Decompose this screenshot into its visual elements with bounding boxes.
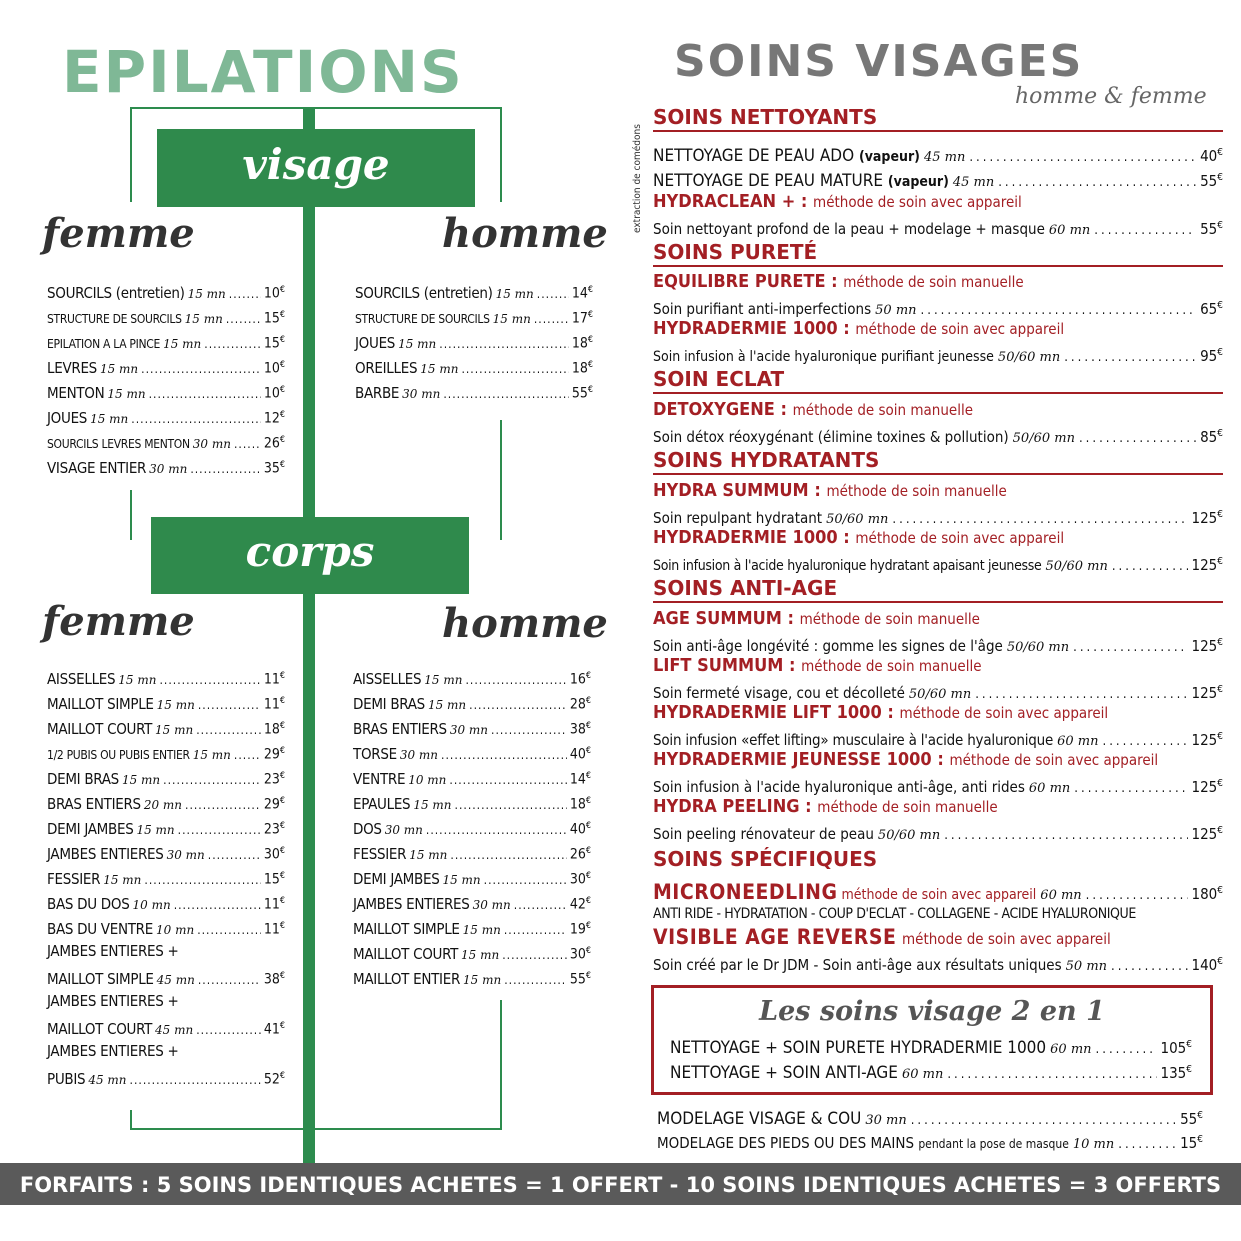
treatment-name: HYDRA PEELING : méthode de soin manuelle	[653, 796, 998, 817]
section-heading: SOINS NETTOYANTS	[653, 104, 1223, 132]
visage-banner: visage	[157, 129, 475, 207]
list-item: DEMI JAMBES 15 mn ..... 30€	[353, 864, 591, 889]
frame-left-mid-line	[130, 490, 132, 540]
treatment-name: HYDRADERMIE LIFT 1000 : méthode de soin avec appareil	[653, 702, 1109, 723]
section-heading: SOINS SPÉCIFIQUES	[653, 847, 878, 871]
frame-left-top-line	[130, 107, 132, 202]
soins-list	[653, 102, 1223, 973]
list-item: TORSE 30 mn ..... 40€	[353, 739, 591, 764]
list-item: BRAS ENTIERS 30 mn ..... 38€	[353, 714, 591, 739]
list-item: STRUCTURE DE SOURCILS 15 mn ..... 17€	[355, 303, 593, 328]
treatment-name: EQUILIBRE PURETE : méthode de soin manuelle	[653, 271, 1024, 292]
treatment-name: LIFT SUMMUM : méthode de soin manuelle	[653, 655, 982, 676]
list-item: Soin infusion à l'acide hyaluronique hydratant apaisant jeunesse 50/60 mn ..... 125€	[653, 550, 1223, 573]
treatment-name: HYDRACLEAN + : méthode de soin avec appareil	[653, 191, 1022, 212]
treatment-name: HYDRA SUMMUM : méthode de soin manuelle	[653, 480, 1007, 501]
list-item: MENTON 15 mn ..... 10€	[47, 378, 285, 403]
list-item: Soin purifiant anti-imperfections 50 mn ..... 65€	[653, 294, 1223, 317]
list-item: AISSELLES 15 mn ..... 11€	[47, 664, 285, 689]
list-item: VENTRE 10 mn ..... 14€	[353, 764, 591, 789]
frame-right-mid-line	[500, 420, 502, 540]
list-item: 1/2 PUBIS OU PUBIS ENTIER 15 mn ..... 29€	[47, 739, 285, 764]
modelage-list	[657, 1103, 1203, 1151]
list-item: MICRONEEDLING méthode de soin avec appareil 60 mn ..... 180€	[653, 877, 1223, 904]
visage-homme-label: homme	[442, 210, 608, 257]
deux-en-un-title: Les soins visage 2 en 1	[759, 996, 1105, 1027]
frame-right-bottom-line	[500, 1000, 502, 1130]
list-item: MAILLOT SIMPLE 15 mn ..... 11€	[47, 689, 285, 714]
micro-note: ANTI RIDE - HYDRATATION - COUP D'ECLAT - COLLAGENE - ACIDE HYALURONIQUE	[653, 906, 1136, 922]
section-heading: SOINS ANTI-AGE	[653, 575, 1223, 603]
soins-visages-subtitle: homme & femme	[1015, 84, 1207, 109]
corps-banner: corps	[151, 517, 469, 594]
list-item: JAMBES ENTIERES 30 mn ..... 42€	[353, 889, 591, 914]
side-note: extraction de comédons	[632, 124, 643, 233]
treatment-name: VISIBLE AGE REVERSE méthode de soin avec appareil	[653, 925, 1111, 949]
list-item: FESSIER 15 mn ..... 15€	[47, 864, 285, 889]
treatment-name: AGE SUMMUM : méthode de soin manuelle	[653, 608, 980, 629]
list-item: MODELAGE DES PIEDS OU DES MAINS pendant la pose de masque 10 mn ..... 15€	[657, 1128, 1203, 1151]
treatment-name: HYDRADERMIE 1000 : méthode de soin avec appareil	[653, 318, 1065, 339]
section-heading: SOIN ECLAT	[653, 366, 1223, 394]
epilations-title: EPILATIONS	[62, 38, 464, 106]
list-item: FESSIER 15 mn ..... 26€	[353, 839, 591, 864]
treatment-name: DETOXYGENE : méthode de soin manuelle	[653, 399, 974, 420]
list-item: Soin infusion à l'acide hyaluronique anti-âge, anti rides 60 mn ..... 125€	[653, 772, 1223, 795]
frame-left-bottom-line	[130, 1110, 132, 1130]
list-item: Soin infusion à l'acide hyaluronique purifiant jeunesse 50/60 mn ..... 95€	[653, 341, 1223, 364]
frame-bottom-line	[130, 1128, 502, 1130]
list-item: MAILLOT COURT 15 mn ..... 18€	[47, 714, 285, 739]
corps-homme-label: homme	[442, 600, 608, 647]
visage-femme-label: femme	[42, 210, 195, 257]
frame-top-line	[130, 107, 502, 109]
list-item: MAILLOT COURT 45 mn ..... 41€	[47, 1014, 285, 1039]
corps-homme-list	[353, 664, 591, 989]
treatment-name: HYDRADERMIE JEUNESSE 1000 : méthode de soin avec appareil	[653, 749, 1159, 770]
soins-visages-title: SOINS VISAGES	[674, 36, 1084, 87]
list-item: DEMI BRAS 15 mn ..... 23€	[47, 764, 285, 789]
list-item: BAS DU VENTRE 10 mn ..... 11€	[47, 914, 285, 939]
visage-homme-list	[355, 278, 593, 403]
list-item: Soin détox réoxygénant (élimine toxines & pollution) 50/60 mn ..... 85€	[653, 422, 1223, 445]
list-item: STRUCTURE DE SOURCILS 15 mn ..... 15€	[47, 303, 285, 328]
list-item: MAILLOT SIMPLE 15 mn ..... 19€	[353, 914, 591, 939]
forfaits-banner: FORFAITS : 5 SOINS IDENTIQUES ACHETES = 1 OFFERT - 10 SOINS IDENTIQUES ACHETES = 3 OFFERTS	[0, 1163, 1241, 1205]
list-item: MAILLOT COURT 15 mn ..... 30€	[353, 939, 591, 964]
frame-right-top-line	[500, 107, 502, 202]
list-item: LEVRES 15 mn ..... 10€	[47, 353, 285, 378]
list-item: OREILLES 15 mn ..... 18€	[355, 353, 593, 378]
list-item: Soin repulpant hydratant 50/60 mn ..... 125€	[653, 503, 1223, 526]
list-item: EPILATION A LA PINCE 15 mn ..... 15€	[47, 328, 285, 353]
section-heading: SOINS HYDRATANTS	[653, 447, 1223, 475]
list-item: Soin peeling rénovateur de peau 50/60 mn ..... 125€	[653, 819, 1223, 842]
list-item: DEMI JAMBES 15 mn ..... 23€	[47, 814, 285, 839]
visage-femme-list	[47, 278, 285, 478]
list-item: JOUES 15 mn ..... 18€	[355, 328, 593, 353]
list-item: MAILLOT SIMPLE 45 mn ..... 38€	[47, 964, 285, 989]
list-item: MODELAGE VISAGE & COU 30 mn ..... 55€	[657, 1103, 1203, 1128]
list-item: NETTOYAGE DE PEAU MATURE (vapeur) 45 mn ..... 55€	[653, 165, 1223, 190]
list-item: DOS 30 mn ..... 40€	[353, 814, 591, 839]
section-heading: SOINS PURETÉ	[653, 239, 1223, 267]
list-item: NETTOYAGE + SOIN ANTI-AGE 60 mn ..... 135€	[670, 1057, 1192, 1082]
list-item: Soin anti-âge longévité : gomme les signes de l'âge 50/60 mn ..... 125€	[653, 631, 1223, 654]
deux-en-un-box	[651, 985, 1213, 1095]
list-item: JAMBES ENTIERES 30 mn ..... 30€	[47, 839, 285, 864]
list-item: SOURCILS LEVRES MENTON 30 mn ..... 26€	[47, 428, 285, 453]
list-item: EPAULES 15 mn ..... 18€	[353, 789, 591, 814]
treatment-name: HYDRADERMIE 1000 : méthode de soin avec appareil	[653, 527, 1065, 548]
list-item: Soin nettoyant profond de la peau + modelage + masque 60 mn ..... 55€	[653, 214, 1223, 237]
list-item: NETTOYAGE + SOIN PURETE HYDRADERMIE 1000 60 mn ..... 105€	[670, 1032, 1192, 1057]
list-item: PUBIS 45 mn ..... 52€	[47, 1064, 285, 1089]
list-item: SOURCILS (entretien) 15 mn ..... 10€	[47, 278, 285, 303]
list-item: VISAGE ENTIER 30 mn ..... 35€	[47, 453, 285, 478]
list-item: AISSELLES 15 mn ..... 16€	[353, 664, 591, 689]
list-item: BRAS ENTIERS 20 mn ..... 29€	[47, 789, 285, 814]
list-item: NETTOYAGE DE PEAU ADO (vapeur) 45 mn ..... 40€	[653, 140, 1223, 165]
corps-femme-label: femme	[42, 598, 195, 645]
list-item: SOURCILS (entretien) 15 mn ..... 14€	[355, 278, 593, 303]
list-item: JAMBES ENTIERES +	[47, 992, 179, 1010]
list-item: Soin créé par le Dr JDM - Soin anti-âge aux résultats uniques 50 mn ..... 140€	[653, 950, 1223, 973]
list-item: JAMBES ENTIERES +	[47, 1042, 179, 1060]
corps-femme-list	[47, 664, 285, 1089]
list-item: BARBE 30 mn ..... 55€	[355, 378, 593, 403]
list-item: JOUES 15 mn ..... 12€	[47, 403, 285, 428]
list-item: Soin infusion «effet lifting» musculaire à l'acide hyaluronique 60 mn ..... 125€	[653, 725, 1223, 748]
list-item: BAS DU DOS 10 mn ..... 11€	[47, 889, 285, 914]
list-item: MAILLOT ENTIER 15 mn ..... 55€	[353, 964, 591, 989]
center-vertical-bar	[303, 108, 315, 1163]
list-item: Soin fermeté visage, cou et décolleté 50/60 mn ..... 125€	[653, 678, 1223, 701]
list-item: DEMI BRAS 15 mn ..... 28€	[353, 689, 591, 714]
list-item: JAMBES ENTIERES +	[47, 942, 179, 960]
